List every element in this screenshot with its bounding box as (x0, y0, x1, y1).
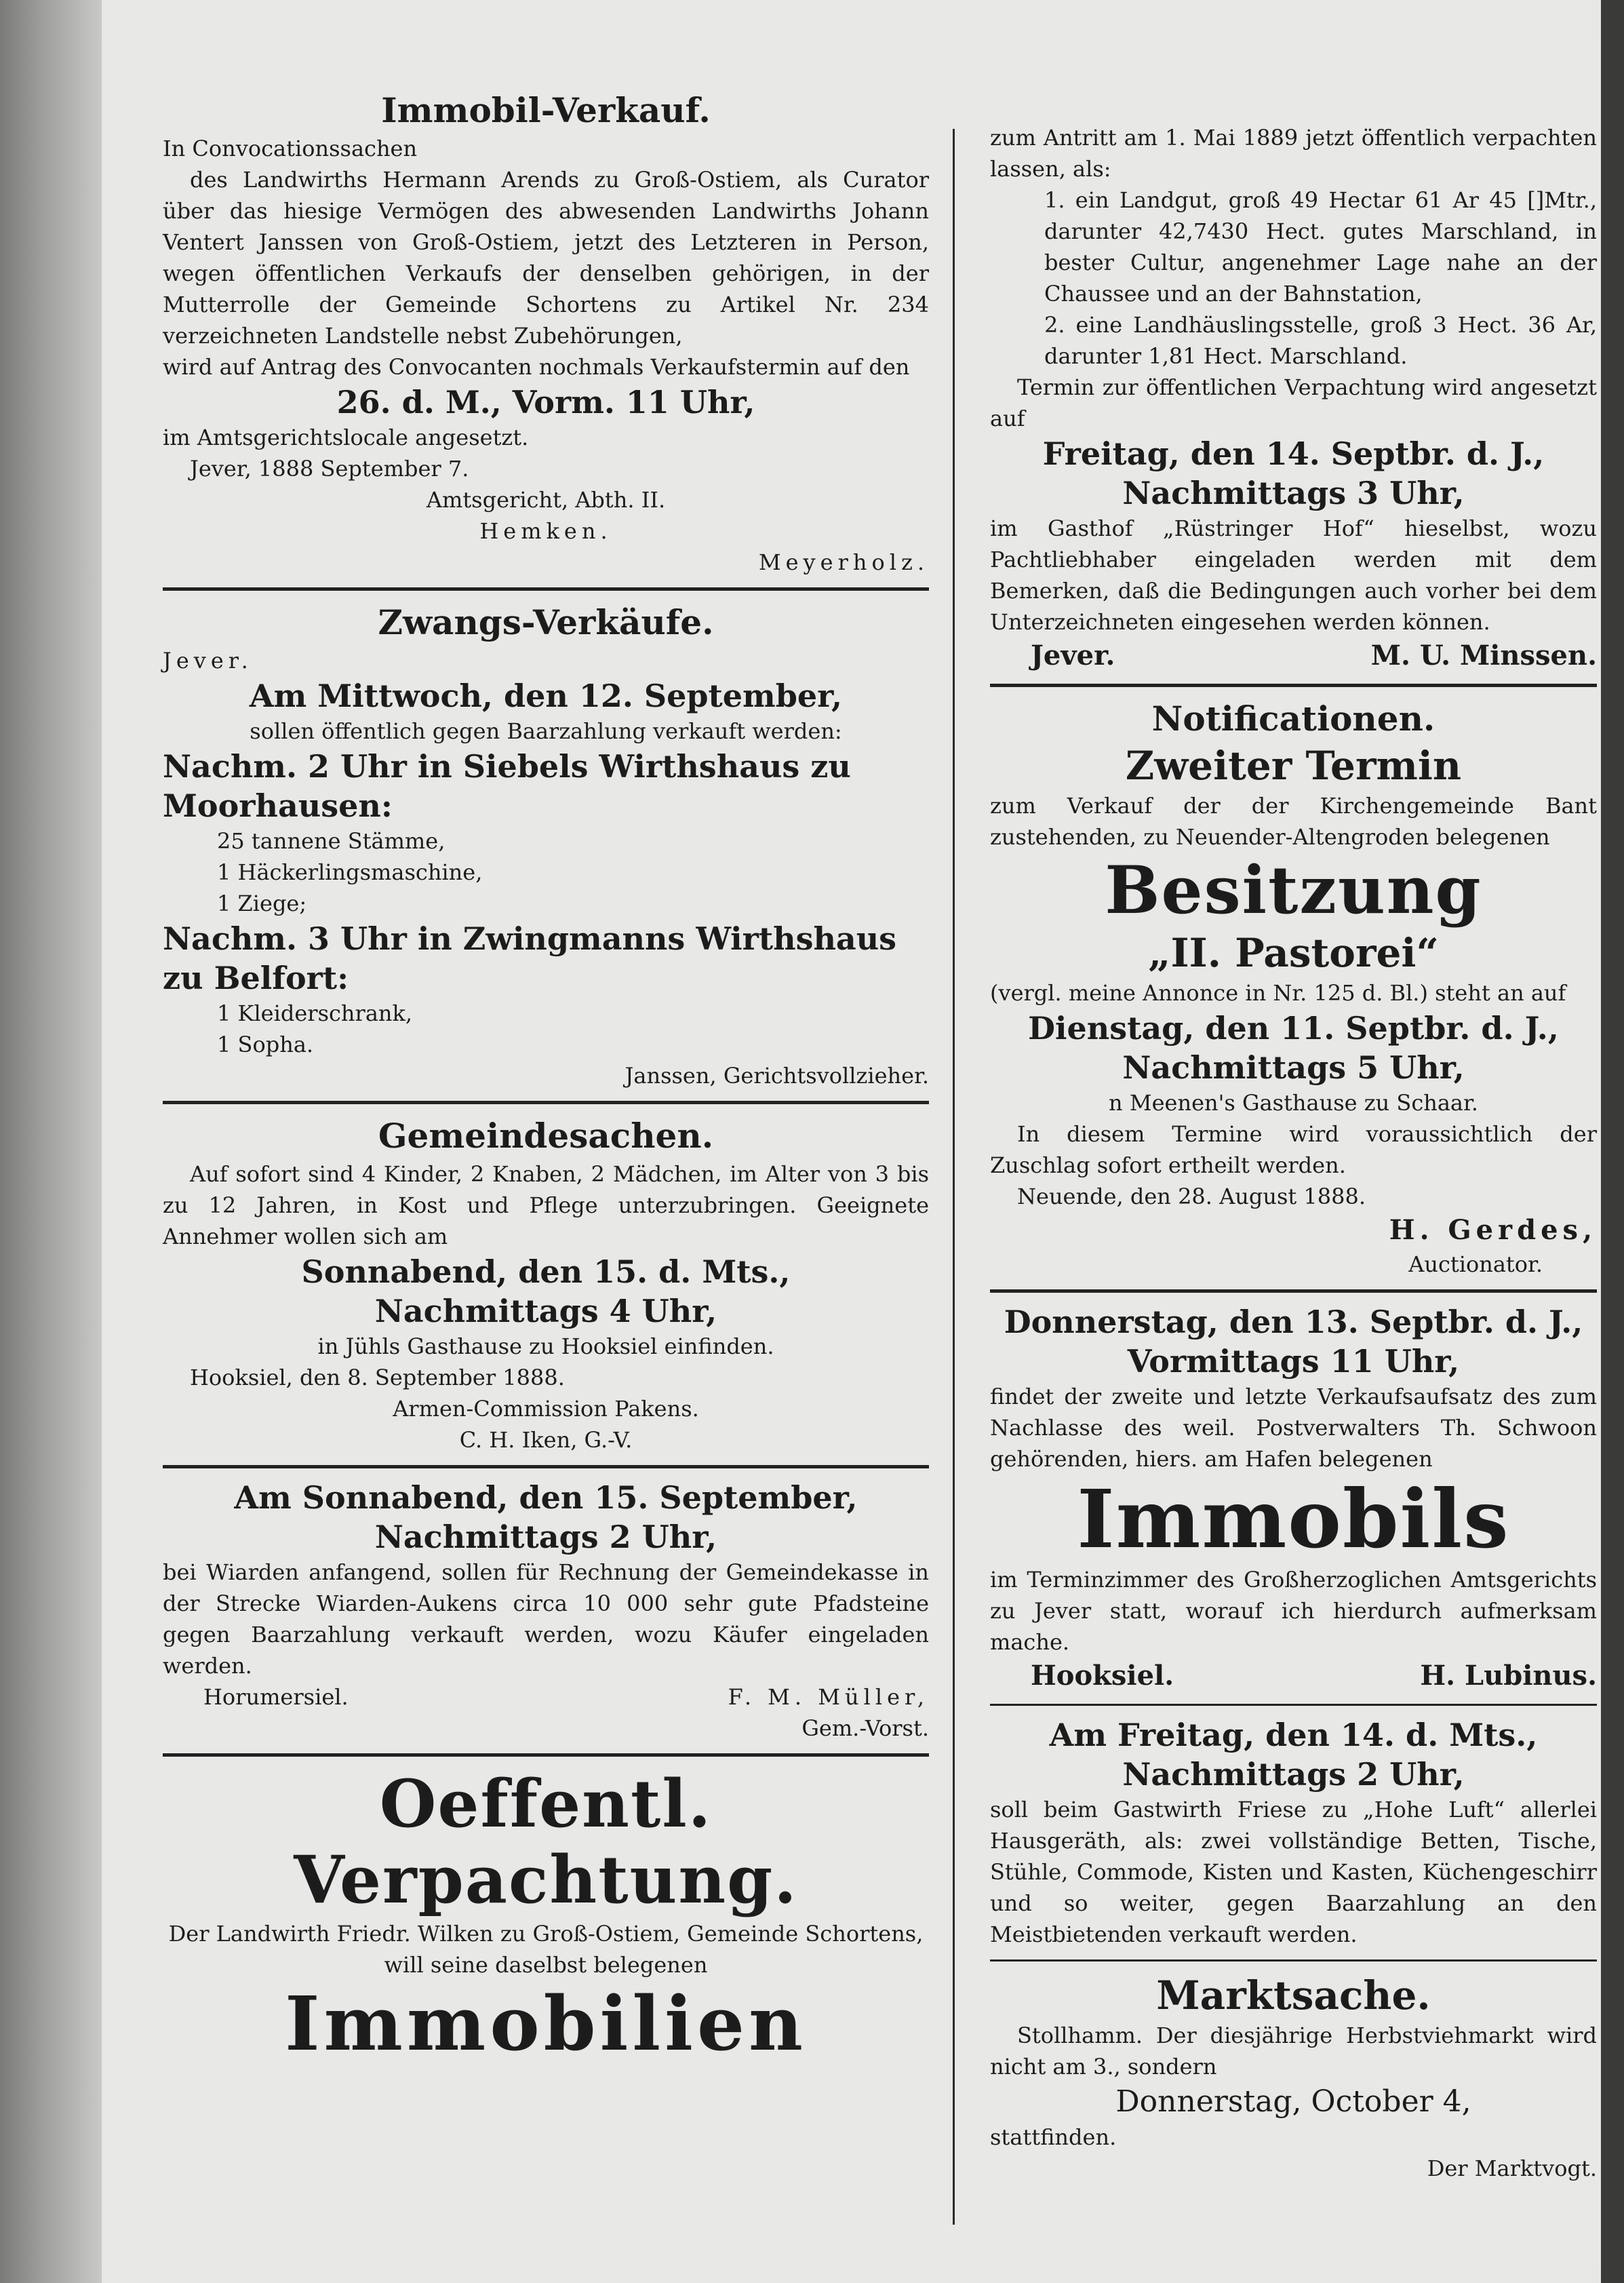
ad-text: im Gasthof „Rüstringer Hof“ hieselbst, wozu Pachtliebhaber eingeladen werden mit dem Bemerken, daß die Bedingungen auch vorher bei dem Unterzeichneten eingesehen werden können. (990, 515, 1597, 635)
ad-title: Zwangs-Verkäufe. (378, 602, 714, 642)
ad-signature: Meyerholz. (758, 549, 929, 575)
ad-signature: Janssen, Gerichtsvollzieher. (625, 1063, 929, 1089)
ad-text: des Landwirths Hermann Arends zu Groß-Ostiem, als Curator über das hiesige Vermögen des abwesenden Landwirths Johann Ventert Janssen von Groß-Ostiem, jetzt des Letzteren in Person, wegen öffentlichen Verkaufs der denselben gehörigen, in der Mutterrolle der Gemeinde Schortens zu Artikel Nr. 234 verzeichneten Landstelle nebst Zubehörungen, (163, 167, 929, 349)
ad-signature: C. H. Iken, G.-V. (459, 1427, 633, 1453)
section-rule (990, 1704, 1597, 1706)
ad-big-word: Besitzung (1105, 852, 1482, 929)
ad-text: sollen öffentlich gegen Baarzahlung verkauft werden: (250, 718, 842, 744)
ad-title: Immobil-Verkauf. (381, 90, 711, 130)
ad-title: Notificationen. (1151, 699, 1435, 739)
ad-big-word: Immobilien (285, 1980, 807, 2067)
section-rule (163, 587, 929, 591)
list-item: 1 Kleiderschrank, (217, 1000, 413, 1026)
ad-text: In Convocationssachen (163, 136, 418, 161)
section-rule (990, 684, 1597, 687)
ad-date: Am Mittwoch, den 12. September, (249, 678, 843, 714)
ad-time: Nachmittags 3 Uhr, (1122, 475, 1465, 511)
ad-place: Hooksiel. (1031, 1660, 1174, 1692)
ad-date: 26. d. M., Vorm. 11 Uhr, (336, 384, 755, 421)
list-item: 1 Sopha. (217, 1032, 314, 1057)
ad-time: Nachmittags 2 Uhr, (1122, 1756, 1465, 1793)
ad-text: Termin zur öffentlichen Verpachtung wird angesetzt auf (990, 374, 1597, 431)
ad-date: Sonnabend, den 15. d. Mts., (301, 1253, 791, 1290)
ad-date: Donnerstag, October 4, (1115, 2084, 1471, 2119)
ad-place: Jever. (163, 648, 253, 674)
ad-zwangs-verkaeufe (163, 600, 929, 1091)
ad-sonnabend (163, 1478, 929, 1744)
ad-donnerstag (990, 1302, 1597, 1694)
list-item: 1 Häckerlingsmaschine, (217, 859, 483, 885)
ad-time: Nachmittags 5 Uhr, (1122, 1049, 1465, 1086)
book-binding-edge (0, 0, 102, 2283)
ad-subtitle: Zweiter Termin (1125, 743, 1462, 789)
ad-text: zum Antritt am 1. Mai 1889 jetzt öffentlich verpachten lassen, als: (990, 125, 1597, 182)
ad-text: findet der zweite und letzte Verkaufsaufsatz des zum Nachlasse des weil. Postverwalters Th. Schwoon gehörenden, hiers. am Hafen belegenen (990, 1384, 1597, 1472)
ad-court: Amtsgericht, Abth. II. (426, 487, 666, 513)
ad-text: soll beim Gastwirth Friese zu „Hohe Luft“ allerlei Hausgeräth, als: zwei vollständige Betten, Tische, Stühle, Commode, Kisten und Kasten, Küchengeschirr und so weiter, gegen Baarzahlung an den Meistbietenden verkauft werden. (990, 1797, 1597, 1947)
ad-signature: H. Lubinus. (1420, 1660, 1597, 1692)
ad-role: Auctionator. (1408, 1251, 1543, 1277)
signature-row (990, 638, 1597, 674)
ad-notificationen (990, 697, 1597, 1280)
section-rule (163, 1101, 929, 1104)
ad-text: Auf sofort sind 4 Kinder, 2 Knaben, 2 Mädchen, im Alter von 3 bis zu 12 Jahren, in Kost und Pflege unterzubringen. Geeignete Annehmer wollen sich am (163, 1161, 929, 1249)
ad-text: stattfinden. (990, 2124, 1117, 2150)
ad-text: Der Landwirth Friedr. Wilken zu Groß-Ostiem, Gemeinde Schortens, will seine daselbst belegenen (168, 1921, 924, 1978)
signature-row (990, 1658, 1597, 1694)
section-rule (163, 1753, 929, 1757)
ad-text: im Terminzimmer des Großherzoglichen Amtsgerichts zu Jever statt, worauf ich hierdurch aufmerksam mache. (990, 1567, 1597, 1655)
ad-place: n Meenen's Gasthause zu Schaar. (1109, 1090, 1478, 1116)
ad-role: Gem.-Vorst. (801, 1715, 929, 1741)
ad-signature: M. U. Minssen. (1370, 640, 1597, 671)
right-column (990, 122, 1597, 2184)
ad-text: (vergl. meine Annonce in Nr. 125 d. Bl.) steht an auf (990, 980, 1566, 1006)
ad-org: Armen-Commission Pakens. (393, 1396, 699, 1422)
ad-gemeindesachen (163, 1114, 929, 1456)
ad-subheading: Nachm. 3 Uhr in Zwingmanns Wirthshaus zu Belfort: (163, 920, 897, 996)
ad-immobil-verkauf (163, 88, 929, 578)
list-item: 1 Ziege; (217, 891, 307, 916)
ad-signature: Hemken. (479, 518, 612, 544)
ad-title: Oeffentl. Verpachtung. (294, 1765, 798, 1918)
ad-freitag (990, 1715, 1597, 1950)
ad-dateline: Jever, 1888 September 7. (190, 456, 469, 482)
ad-date: Am Freitag, den 14. d. Mts., (1049, 1717, 1538, 1753)
ad-signature: Der Marktvogt. (1427, 2155, 1597, 2181)
ad-place: Jever. (1031, 640, 1115, 671)
ad-date: Donnerstag, den 13. Septbr. d. J., (1004, 1304, 1583, 1340)
list-item: 25 tannene Stämme, (217, 828, 445, 854)
ad-big-word: „II. Pastorei“ (1148, 930, 1439, 976)
ad-text: bei Wiarden anfangend, sollen für Rechnung der Gemeindekasse in der Strecke Wiarden-Aukens circa 10 000 sehr gute Pfadsteine gegen Baarzahlung verkauft werden, wozu Käufer eingeladen werden. (163, 1559, 929, 1679)
ad-marktsache (990, 1971, 1597, 2184)
ad-oeffentl-verpachtung (163, 1766, 929, 2067)
ad-dateline: Hooksiel, den 8. September 1888. (190, 1365, 565, 1390)
ad-subheading: Nachm. 2 Uhr in Siebels Wirthshaus zu Moorhausen: (163, 748, 851, 824)
ad-time: Nachmittags 2 Uhr, (374, 1519, 717, 1555)
ad-text: Stollhamm. Der diesjährige Herbstviehmarkt wird nicht am 3., sondern (990, 2023, 1597, 2080)
ad-time: Vormittags 11 Uhr, (1127, 1343, 1460, 1380)
ad-text: In diesem Termine wird voraussichtlich der Zuschlag sofort ertheilt werden. (990, 1121, 1597, 1178)
ad-signature: H. Gerdes, (1389, 1214, 1597, 1246)
ad-place: Horumersiel. (203, 1684, 349, 1710)
ad-time: Nachmittags 4 Uhr, (374, 1293, 717, 1329)
column-divider (953, 129, 955, 2225)
ad-place: in Jühls Gasthause zu Hooksiel einfinden. (317, 1333, 774, 1359)
section-rule (163, 1465, 929, 1468)
left-column (163, 88, 929, 2067)
ad-verpachtung-continued (990, 122, 1597, 674)
ad-title: Marktsache. (1156, 1972, 1431, 2018)
ad-text: zum Verkauf der der Kirchengemeinde Bant zustehenden, zu Neuender-Altengroden belegenen (990, 793, 1597, 850)
next-page-edge (1601, 0, 1624, 2283)
section-rule (990, 1289, 1597, 1293)
signature-row (163, 1681, 929, 1713)
list-item: 2. eine Landhäuslingsstelle, groß 3 Hect. 36 Ar, darunter 1,81 Hect. Marschland. (1044, 312, 1597, 369)
ad-big-word: Immobils (1077, 1472, 1510, 1566)
ad-date: Freitag, den 14. Septbr. d. J., (1042, 435, 1545, 472)
ad-title: Gemeindesachen. (378, 1116, 714, 1156)
ad-date: Dienstag, den 11. Septbr. d. J., (1028, 1010, 1559, 1047)
ad-dateline: Neuende, den 28. August 1888. (1017, 1184, 1366, 1209)
section-rule (990, 1959, 1597, 1962)
ad-signature: F. M. Müller, (728, 1684, 929, 1710)
list-item: 1. ein Landgut, groß 49 Hectar 61 Ar 45 []Mtr., darunter 42,7430 Hect. gutes Marschland, in bester Cultur, angenehmer Lage nahe an der Chaussee und an der Bahnstation, (1044, 187, 1597, 307)
ad-date: Am Sonnabend, den 15. September, (234, 1479, 858, 1516)
ad-text: wird auf Antrag des Convocanten nochmals Verkaufstermin auf den (163, 354, 910, 380)
ad-text: im Amtsgerichtslocale angesetzt. (163, 425, 529, 450)
